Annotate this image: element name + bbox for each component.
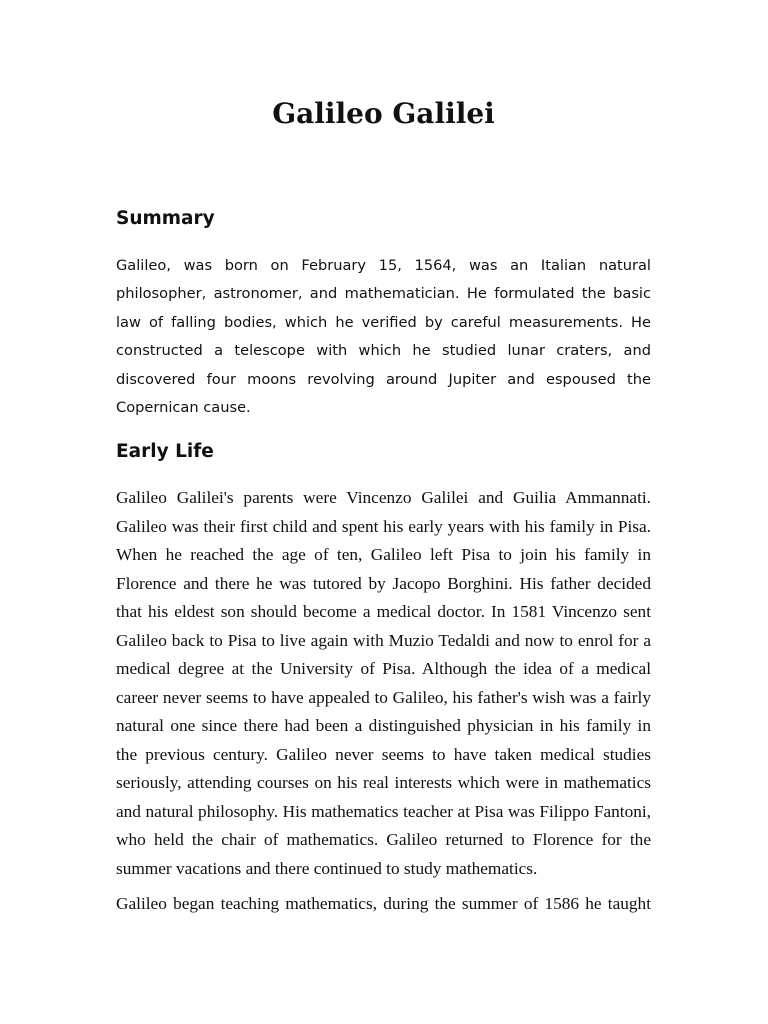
document-title: Galileo Galilei — [272, 97, 495, 130]
section-heading-summary: Summary — [116, 208, 215, 229]
early-life-paragraph: Galileo Galilei's parents were Vincenzo Galilei and Guilia Ammannati. Galileo was their first child and spent his early years with his family in Pisa. When he reached the age of ten, Galileo left Pisa to join his family in Florence and there he was tutored by Jacopo Borghini. His father decided that his eldest son should become a medical doctor. In 1581 Vincenzo sent Galileo back to Pisa to live again with Muzio Tedaldi and now to enrol for a medical degree at the University of Pisa. Although the idea of a medical career never seems to have appealed to Galileo, his father's wish was a fairly natural one since there had been a distinguished physician in his family in the previous century. Galileo never seems to have taken medical studies seriously, attending courses on his real interests which were in mathematics and natural philosophy. His mathematics teacher at Pisa was Filippo Fantoni, who held the chair of mathematics. Galileo returned to Florence for the summer vacations and there continued to study mathematics. — [116, 488, 651, 878]
section-heading-early-life: Early Life — [116, 441, 214, 462]
teaching-paragraph: Galileo began teaching mathematics, during the summer of 1586 he taught — [116, 894, 651, 913]
summary-paragraph: Galileo, was born on February 15, 1564, was an Italian natural philosopher, astronomer, and mathematician. He formulated the basic law of falling bodies, which he verified by careful measurements. He constructed a telescope with which he studied lunar craters, and discovered four moons revolving around Jupiter and espoused the Copernican cause. — [116, 257, 651, 417]
